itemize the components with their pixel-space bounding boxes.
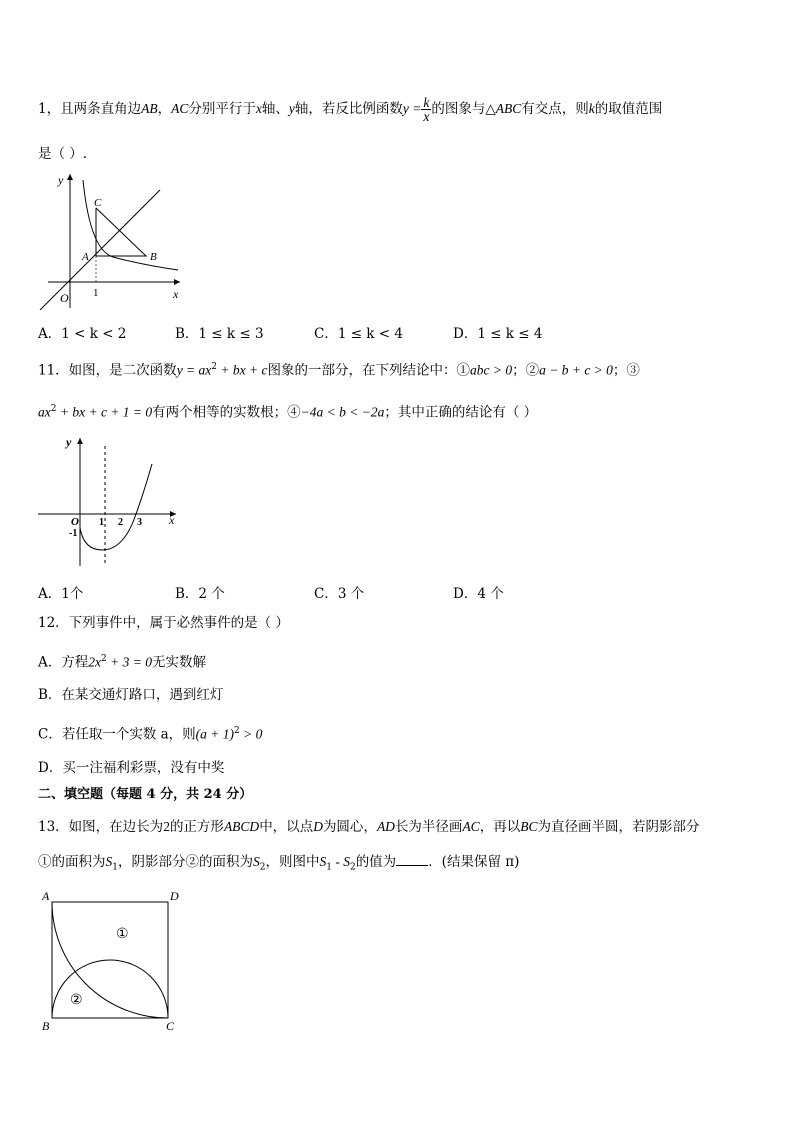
q11-x-label: x <box>169 513 175 527</box>
q13-vertex-c: C <box>166 1019 175 1033</box>
q11-option-a: A．1个 <box>38 586 84 602</box>
q11-tick-1: 1 <box>99 517 104 528</box>
q10-tick-1: 1 <box>93 287 99 299</box>
q13-figure <box>36 884 196 1034</box>
q11-tick-3: 3 <box>137 517 142 528</box>
q13-region-2: ② <box>70 993 83 1008</box>
q10-point-b: B <box>150 251 157 263</box>
q12-option-a: A．方程$2x^2 + 3 = 0$无实数解 <box>38 654 206 671</box>
q10-option-d: D．1 ≤ k ≤ 4 <box>453 326 543 342</box>
q13-vertex-a: A <box>42 889 50 903</box>
q11-option-b: B．2 个 <box>175 586 225 602</box>
k-over-x-fraction: $\frac{k}{x}$ <box>423 95 430 124</box>
q10-origin-label: O <box>60 291 69 305</box>
q10-stem-line2: 是（ ）. <box>38 146 88 162</box>
q12-option-d: D．买一注福利彩票，没有中奖 <box>38 760 225 776</box>
q10-x-label: x <box>173 287 179 301</box>
q10-option-a: A．1 < k < 2 <box>38 326 127 342</box>
q13-vertex-d: D <box>170 889 179 903</box>
q11-option-d: D．4 个 <box>453 586 504 602</box>
q10-point-c: C <box>94 197 102 209</box>
q13-stem-line1: 13．如图，在边长为2的正方形ABCD中，以点D为圆心，AD长为半径画AC，再以BC为直径画半圆，若阴影部分 <box>38 819 700 835</box>
q13-vertex-b: B <box>42 1019 50 1033</box>
q11-figure <box>36 432 181 572</box>
q11-stem-line2: $ax^2$ + bx + c + 1 = 0有两个相等的实数根；④−4a < b < −2a；其中正确的结论有（ ） <box>38 404 538 421</box>
q10-option-b: B．1 ≤ k ≤ 3 <box>175 326 264 342</box>
q11-origin-label: O <box>71 516 79 528</box>
q12-option-c: C．若任取一个实数 a，则$(a + 1)^2 > 0$ <box>38 726 263 743</box>
q13-region-1: ① <box>116 927 129 942</box>
q11-y-label: y <box>66 435 72 449</box>
q10-y-label: y <box>58 173 64 187</box>
q13-stem-line2: ①的面积为$S_1$，阴影部分②的面积为$S_2$，则图中$S_1 - S_2$的值为 ．(结果保留 π) <box>38 854 520 873</box>
q12-stem: 12．下列事件中，属于必然事件的是（ ） <box>38 615 289 631</box>
q11-option-c: C．3 个 <box>314 586 365 602</box>
q10-option-c: C．1 ≤ k < 4 <box>314 326 403 342</box>
answer-blank[interactable] <box>396 853 428 866</box>
q11-stem-line1: 11．如图，是二次函数$y = ax^2$ + bx + c图象的一部分，在下列结论中：①abc > 0；②a − b + c > 0；③ <box>38 362 640 379</box>
q10-figure <box>38 170 188 310</box>
section-2-heading: 二、填空题（每题 4 分，共 24 分） <box>38 787 253 802</box>
q10-point-a: A <box>82 251 89 263</box>
q10-stem-line1: 1，且两条直角边AB，AC分别平行于x轴、y轴，若反比例函数y = $\frac{k}{x}$ 的图象与△ABC有交点，则k的取值范围 <box>38 95 663 124</box>
q12-option-b: B．在某交通灯路口，遇到红灯 <box>38 687 224 703</box>
q11-neg1-label: -1 <box>69 528 78 539</box>
q11-tick-2: 2 <box>118 517 123 528</box>
